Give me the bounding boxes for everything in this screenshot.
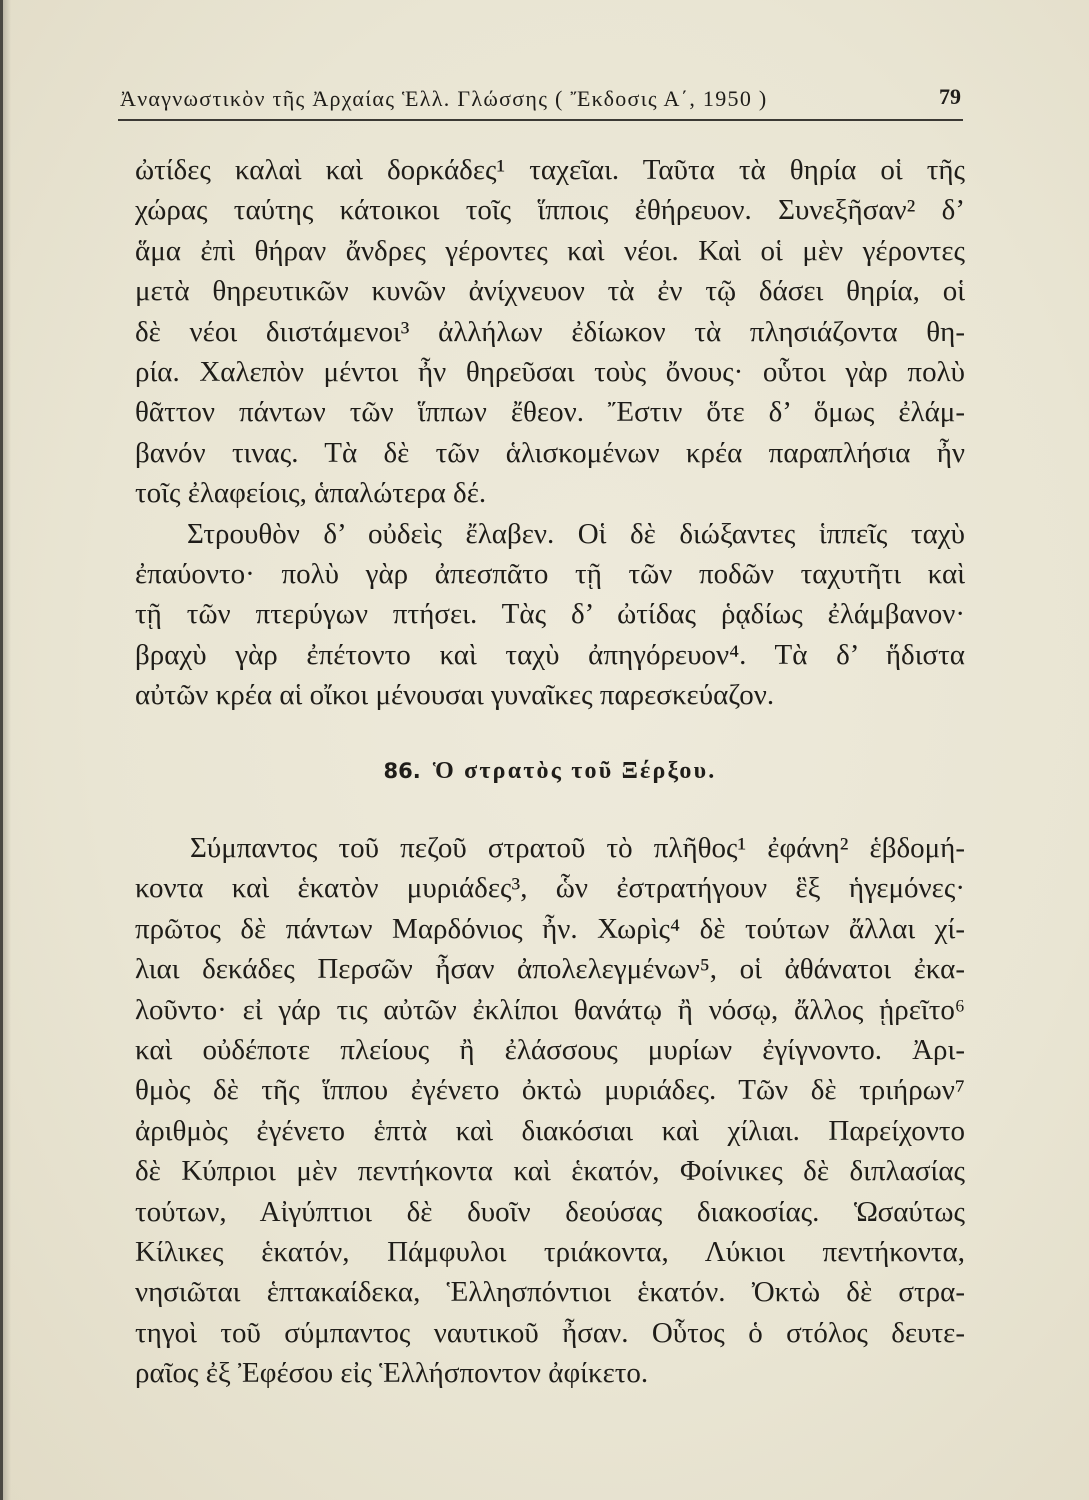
- running-header: [120, 86, 965, 116]
- text-line: ἅμα ἐπὶ θήραν ἄνδρες γέροντες καὶ νέοι. Καὶ οἱ μὲν γέροντες: [135, 234, 965, 267]
- text-line: λιαι δεκάδες Περσῶν ἦσαν ἀπολελεγμένων⁵, οἱ ἀθάνατοι ἐκα-: [135, 953, 965, 986]
- text-line: τούτων, Αἰγύπτιοι δὲ δυοῖν δεούσας διακοσίας. Ὡσαύτως: [135, 1195, 965, 1228]
- text-line: λοῦντο· εἰ γάρ τις αὐτῶν ἐκλίποι θανάτῳ ἢ νόσῳ, ἄλλος ᾑρεῖτο⁶: [135, 993, 965, 1026]
- text-line: μετὰ θηρευτικῶν κυνῶν ἀνίχνευον τὰ ἐν τῷ δάσει θηρία, οἱ: [135, 275, 965, 308]
- section-heading: [135, 758, 965, 792]
- header-rule: [118, 119, 963, 121]
- text-line: τοῖς ἐλαφείοις, ἁπαλώτερα δέ.: [135, 477, 487, 510]
- text-line: ρία. Χαλεπὸν μέντοι ἦν θηρεῦσαι τοὺς ὄνους· οὗτοι γὰρ πολὺ: [135, 356, 965, 389]
- page-number: 79: [939, 84, 961, 109]
- paragraph: [135, 150, 965, 514]
- text-line: θμὸς δὲ τῆς ἵππου ἐγένετο ὀκτὼ μυριάδες. Τῶν δὲ τριήρων⁷: [135, 1074, 965, 1107]
- text-line: ἀριθμὸς ἐγένετο ἑπτὰ καὶ διακόσιαι καὶ χίλιαι. Παρείχοντο: [135, 1114, 965, 1147]
- text-block-bottom: [135, 828, 965, 1394]
- paragraph: [135, 828, 965, 1394]
- text-line: θᾶττον πάντων τῶν ἵππων ἔθεον. Ἔστιν ὅτε δ’ ὅμως ἐλάμ-: [135, 396, 965, 429]
- page-binding-shadow: [3, 0, 11, 1500]
- text-line: αὐτῶν κρέα αἱ οἴκοι μένουσαι γυναῖκες παρεσκεύαζον.: [135, 679, 775, 712]
- text-line: νησιῶται ἑπτακαίδεκα, Ἑλλησπόντιοι ἑκατόν. Ὀκτὼ δὲ στρα-: [135, 1276, 965, 1309]
- text-line: δὲ νέοι διιστάμενοι³ ἀλλήλων ἐδίωκον τὰ πλησιάζοντα θη-: [135, 315, 965, 348]
- text-line: ὠτίδες καλαὶ καὶ δορκάδες¹ ταχεῖαι. Ταῦτα τὰ θηρία οἱ τῆς: [135, 154, 965, 186]
- section-title: Ὁ στρατὸς τοῦ Ξέρξου.: [432, 758, 717, 784]
- text-line: καὶ οὐδέποτε πλείους ἢ ἐλάσσους μυρίων ἐγίγνοντο. Ἀρι-: [135, 1034, 965, 1067]
- running-title: Ἀναγνωστικὸν τῆς Ἀρχαίας Ἑλλ. Γλώσσης ( Ἔκδοσις Α΄, 1950 ): [120, 86, 768, 111]
- text-block-top: [135, 150, 965, 716]
- text-line: κοντα καὶ ἑκατὸν μυριάδες³, ὧν ἐστρατήγουν ἓξ ἡγεμόνες·: [135, 872, 965, 905]
- text-line: ραῖος ἐξ Ἐφέσου εἰς Ἑλλήσποντον ἀφίκετο.: [135, 1357, 649, 1390]
- text-line: βραχὺ γὰρ ἐπέτοντο καὶ ταχὺ ἀπηγόρευον⁴. Τὰ δ’ ἥδιστα: [135, 638, 965, 671]
- text-line: Σύμπαντος τοῦ πεζοῦ στρατοῦ τὸ πλῆθος¹ ἐφάνη² ἑβδομή-: [190, 832, 965, 864]
- text-line: τῇ τῶν πτερύγων πτήσει. Τὰς δ’ ὠτίδας ῥᾳδίως ἐλάμβανον·: [135, 598, 965, 631]
- text-line: τηγοὶ τοῦ σύμπαντος ναυτικοῦ ἦσαν. Οὗτος ὁ στόλος δευτε-: [135, 1316, 965, 1349]
- text-line: χώρας ταύτης κάτοικοι τοῖς ἵπποις ἐθήρευον. Συνεξῆσαν² δ’: [135, 194, 965, 227]
- paragraph: [135, 514, 965, 716]
- text-line: ἐπαύοντο· πολὺ γὰρ ἀπεσπᾶτο τῇ τῶν ποδῶν ταχυτῆτι καὶ: [135, 558, 965, 591]
- text-line: Κίλικες ἑκατόν, Πάμφυλοι τριάκοντα, Λύκιοι πεντήκοντα,: [135, 1236, 965, 1269]
- text-line: βανόν τινας. Τὰ δὲ τῶν ἁλισκομένων κρέα παραπλήσια ἦν: [135, 436, 965, 469]
- text-line: πρῶτος δὲ πάντων Μαρδόνιος ἦν. Χωρὶς⁴ δὲ τούτων ἄλλαι χί-: [135, 912, 965, 945]
- text-line: Στρουθὸν δ’ οὐδεὶς ἔλαβεν. Οἱ δὲ διώξαντες ἱππεῖς ταχὺ: [187, 517, 965, 550]
- section-number: 86.: [383, 759, 421, 783]
- text-line: δὲ Κύπριοι μὲν πεντήκοντα καὶ ἑκατόν, Φοίνικες δὲ διπλασίας: [135, 1155, 965, 1188]
